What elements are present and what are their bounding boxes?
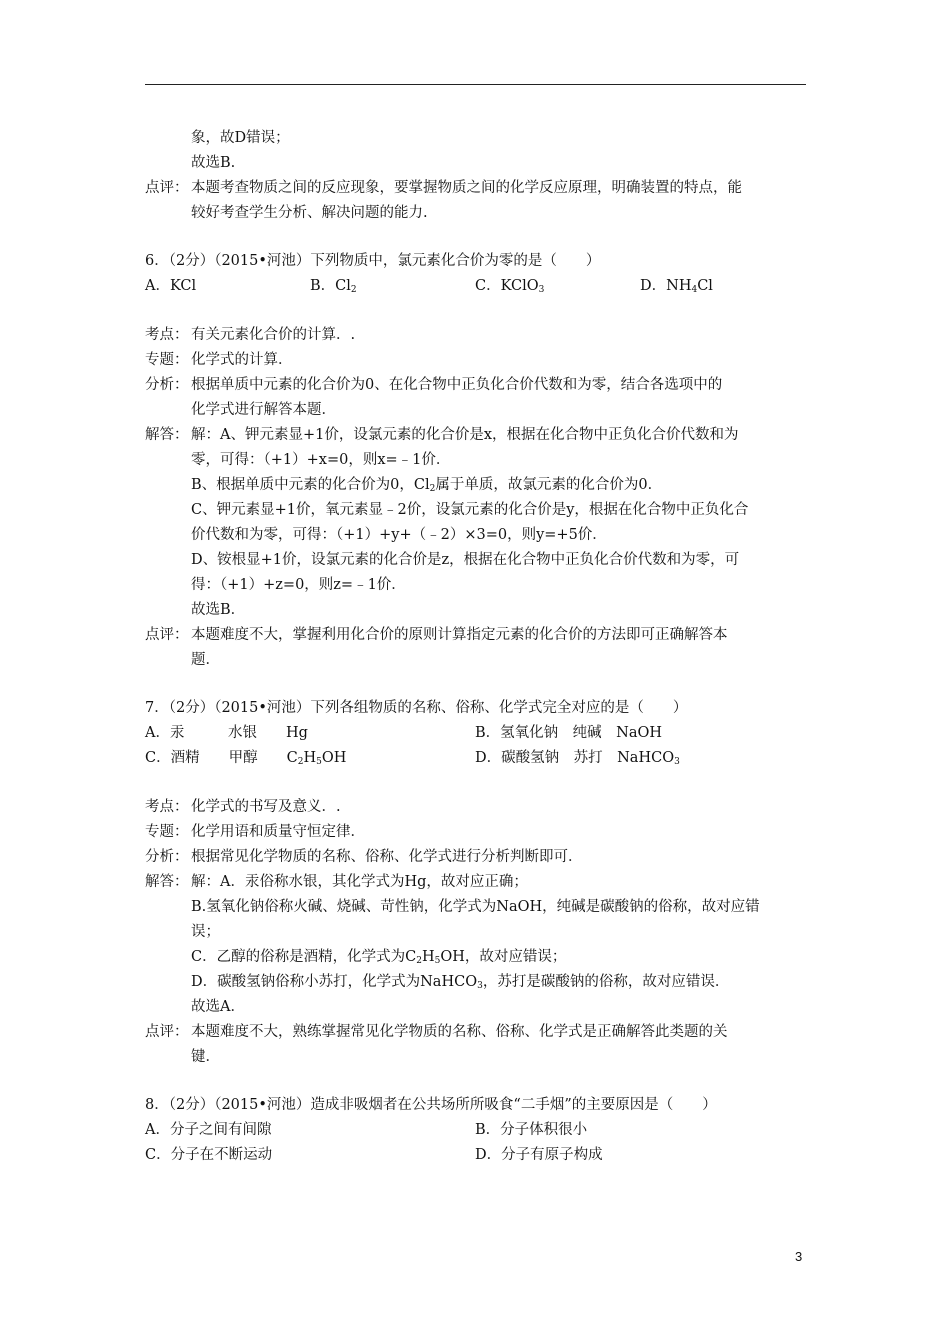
subscript: 2 (429, 484, 436, 494)
jieda-text: B、根据单质中元素的化合价为0，Cl (191, 477, 430, 493)
spacer (145, 771, 810, 795)
jieda-text: C、钾元素显+1价，氧元素显﹣2价，设氯元素的化合价是y，根据在化合物中正负化合 (191, 502, 749, 518)
q6-stem (145, 249, 810, 274)
jieda-text: 误； (191, 924, 220, 940)
jieda-text: D、铵根显+1价，设氯元素的化合价是z，根据在化合物中正负化合价代数和为零，可 (191, 552, 740, 568)
q7-jieda-b2 (145, 920, 810, 945)
subscript: 3 (674, 757, 680, 767)
cont-review-2 (145, 201, 810, 226)
q8-options-row-1 (145, 1118, 810, 1143)
q8-option-a (145, 1118, 271, 1143)
kaodian-text: 化学式的书写及意义．. (191, 799, 341, 815)
spacer (145, 226, 810, 249)
subscript: 2 (297, 757, 304, 767)
q7-option-a (145, 721, 308, 746)
q6-answer (145, 598, 810, 623)
option-text: B．Cl (310, 278, 351, 294)
option-text: C．分子在不断运动 (145, 1147, 273, 1163)
q6-option-c (475, 274, 544, 299)
fenxi-label: 分析： (145, 849, 189, 865)
cont-review (145, 176, 810, 201)
spacer (145, 299, 810, 323)
subscript: 5 (434, 956, 441, 966)
q8-option-d (475, 1143, 603, 1168)
q7-option-b (475, 721, 662, 746)
kaodian-text: 有关元素化合价的计算．. (191, 327, 356, 343)
q6-jieda-c1 (145, 498, 810, 523)
option-text: H (303, 750, 317, 766)
subscript: 3 (477, 981, 483, 991)
cont-text-1: 象，故D错误； (191, 130, 290, 146)
q8-options-row-2 (145, 1143, 810, 1168)
jieda-text: 解：A、钾元素显+1价，设氯元素的化合价是x，根据在化合物中正负化合价代数和为 (191, 427, 739, 443)
jieda-text: B.氢氧化钠俗称火碱、烧碱、苛性钠，化学式为NaOH，纯碱是碳酸钠的俗称，故对应错 (191, 899, 760, 915)
option-text: B．氢氧化钠 纯碱 NaOH (475, 725, 663, 741)
question-stem: 7．（2分）（2015•河池）下列各组物质的名称、俗称、化学式完全对应的是（ ） (145, 700, 688, 716)
review-text: 本题难度不大，熟练掌握常见化学物质的名称、俗称、化学式是正确解答此类题的关 (191, 1024, 728, 1040)
q7-option-d (475, 746, 680, 771)
option-text: D．碳酸氢钠 苏打 NaHCO (475, 750, 675, 766)
subscript: 5 (316, 757, 322, 767)
q6-zhuanti (145, 348, 810, 373)
fenxi-label: 分析： (145, 377, 189, 393)
jieda-text: 零，可得：（+1）+x=0，则x=﹣1价． (191, 452, 451, 468)
zhuanti-text: 化学式的计算． (191, 352, 293, 368)
option-text: D．分子有原子构成 (475, 1147, 603, 1163)
q6-option-b (310, 274, 357, 299)
q6-jieda-d2 (145, 573, 810, 598)
option-text: Cl (697, 278, 713, 294)
subscript: 2 (350, 285, 357, 295)
page-content (145, 126, 810, 1168)
q6-option-a (145, 274, 196, 299)
page-number: 3 (795, 1249, 803, 1264)
q7-options-row-1 (145, 721, 810, 746)
option-text: A．汞 水银 Hg (145, 725, 308, 741)
jieda-label: 解答： (145, 427, 189, 443)
q6-review-2 (145, 648, 810, 673)
jieda-text: 属于单质，故氯元素的化合价为0． (435, 477, 663, 493)
option-text: A．分子之间有间隙 (145, 1122, 272, 1138)
header-rule (145, 84, 806, 85)
q7-review-2 (145, 1045, 810, 1070)
subscript: 3 (538, 285, 545, 295)
q7-review (145, 1020, 810, 1045)
answer-text: 故选B． (191, 602, 246, 618)
spacer (145, 1070, 810, 1093)
q7-jieda (145, 870, 810, 895)
q7-jieda-c (145, 945, 810, 970)
q7-option-c (145, 746, 346, 771)
option-text: C．酒精 甲醇 C (145, 750, 298, 766)
q7-kaodian (145, 795, 810, 820)
q6-options (145, 274, 810, 299)
answer-text: 故选A． (191, 999, 245, 1015)
q6-fenxi-2 (145, 398, 810, 423)
option-text: C．KClO (475, 278, 539, 294)
subscript: 2 (416, 956, 422, 966)
q8-stem (145, 1093, 810, 1118)
review-text: 本题难度不大，掌握利用化合价的原则计算指定元素的化合价的方法即可正确解答本 (191, 627, 728, 643)
q6-jieda-d1 (145, 548, 810, 573)
jieda-label: 解答： (145, 874, 189, 890)
zhuanti-text: 化学用语和质量守恒定律． (191, 824, 365, 840)
jieda-text: ，苏打是碳酸钠的俗称，故对应错误． (482, 974, 730, 990)
q6-jieda (145, 423, 810, 448)
jieda-text: 价代数和为零，可得：（+1）+y+（﹣2）×3=0，则y=+5价． (191, 527, 607, 543)
option-text: B．分子体积很小 (475, 1122, 588, 1138)
q7-jieda-d (145, 970, 810, 995)
q6-review (145, 623, 810, 648)
q7-fenxi (145, 845, 810, 870)
jieda-text: 得：（+1）+z=0，则z=﹣1价． (191, 577, 406, 593)
review-label: 点评： (145, 180, 189, 196)
q6-jieda-c2 (145, 523, 810, 548)
fenxi-text: 根据常见化学物质的名称、俗称、化学式进行分析判断即可． (191, 849, 583, 865)
question-stem: 6．（2分）（2015•河池）下列物质中，氯元素化合价为零的是（ ） (145, 253, 601, 269)
q7-options-row-2 (145, 746, 810, 771)
option-text: D．NH (640, 278, 692, 294)
cont-line-2 (145, 151, 810, 176)
fenxi-text: 化学式进行解答本题． (191, 402, 336, 418)
q6-jieda-a2 (145, 448, 810, 473)
zhuanti-label: 专题： (145, 824, 189, 840)
review-text: 本题考查物质之间的反应现象，要掌握物质之间的化学反应原理，明确装置的特点，能 (191, 180, 742, 196)
subscript: 4 (691, 285, 698, 295)
q7-zhuanti (145, 820, 810, 845)
spacer (145, 673, 810, 696)
jieda-text: D．碳酸氢钠俗称小苏打，化学式为NaHCO (191, 974, 478, 990)
fenxi-text: 根据单质中元素的化合价为0、在化合物中正负化合价代数和为零，结合各选项中的 (191, 377, 723, 393)
question-stem: 8．（2分）（2015•河池）造成非吸烟者在公共场所所吸食“二手烟”的主要原因是（ ） (145, 1097, 717, 1113)
review-text: 较好考查学生分析、解决问题的能力. (191, 205, 428, 221)
option-text: OH (321, 750, 347, 766)
q6-kaodian (145, 323, 810, 348)
jieda-text: H (421, 949, 435, 965)
review-text: 键． (191, 1049, 220, 1065)
jieda-text: C．乙醇的俗称是酒精，化学式为C (191, 949, 417, 965)
q7-stem (145, 696, 810, 721)
kaodian-label: 考点： (145, 327, 189, 343)
review-label: 点评： (145, 1024, 189, 1040)
q7-answer (145, 995, 810, 1020)
jieda-text: 解：A．汞俗称水银，其化学式为Hg，故对应正确； (191, 874, 528, 890)
jieda-text: OH，故对应错误； (440, 949, 567, 965)
cont-line-1 (145, 126, 810, 151)
option-text: A．KCl (145, 278, 197, 294)
q8-option-c (145, 1143, 272, 1168)
cont-answer: 故选B. (191, 155, 236, 171)
q8-option-b (475, 1118, 587, 1143)
kaodian-label: 考点： (145, 799, 189, 815)
q7-jieda-b1 (145, 895, 810, 920)
q6-jieda-b (145, 473, 810, 498)
review-text: 题． (191, 652, 220, 668)
q6-option-d (640, 274, 713, 299)
review-label: 点评： (145, 627, 189, 643)
zhuanti-label: 专题： (145, 352, 189, 368)
q6-fenxi (145, 373, 810, 398)
